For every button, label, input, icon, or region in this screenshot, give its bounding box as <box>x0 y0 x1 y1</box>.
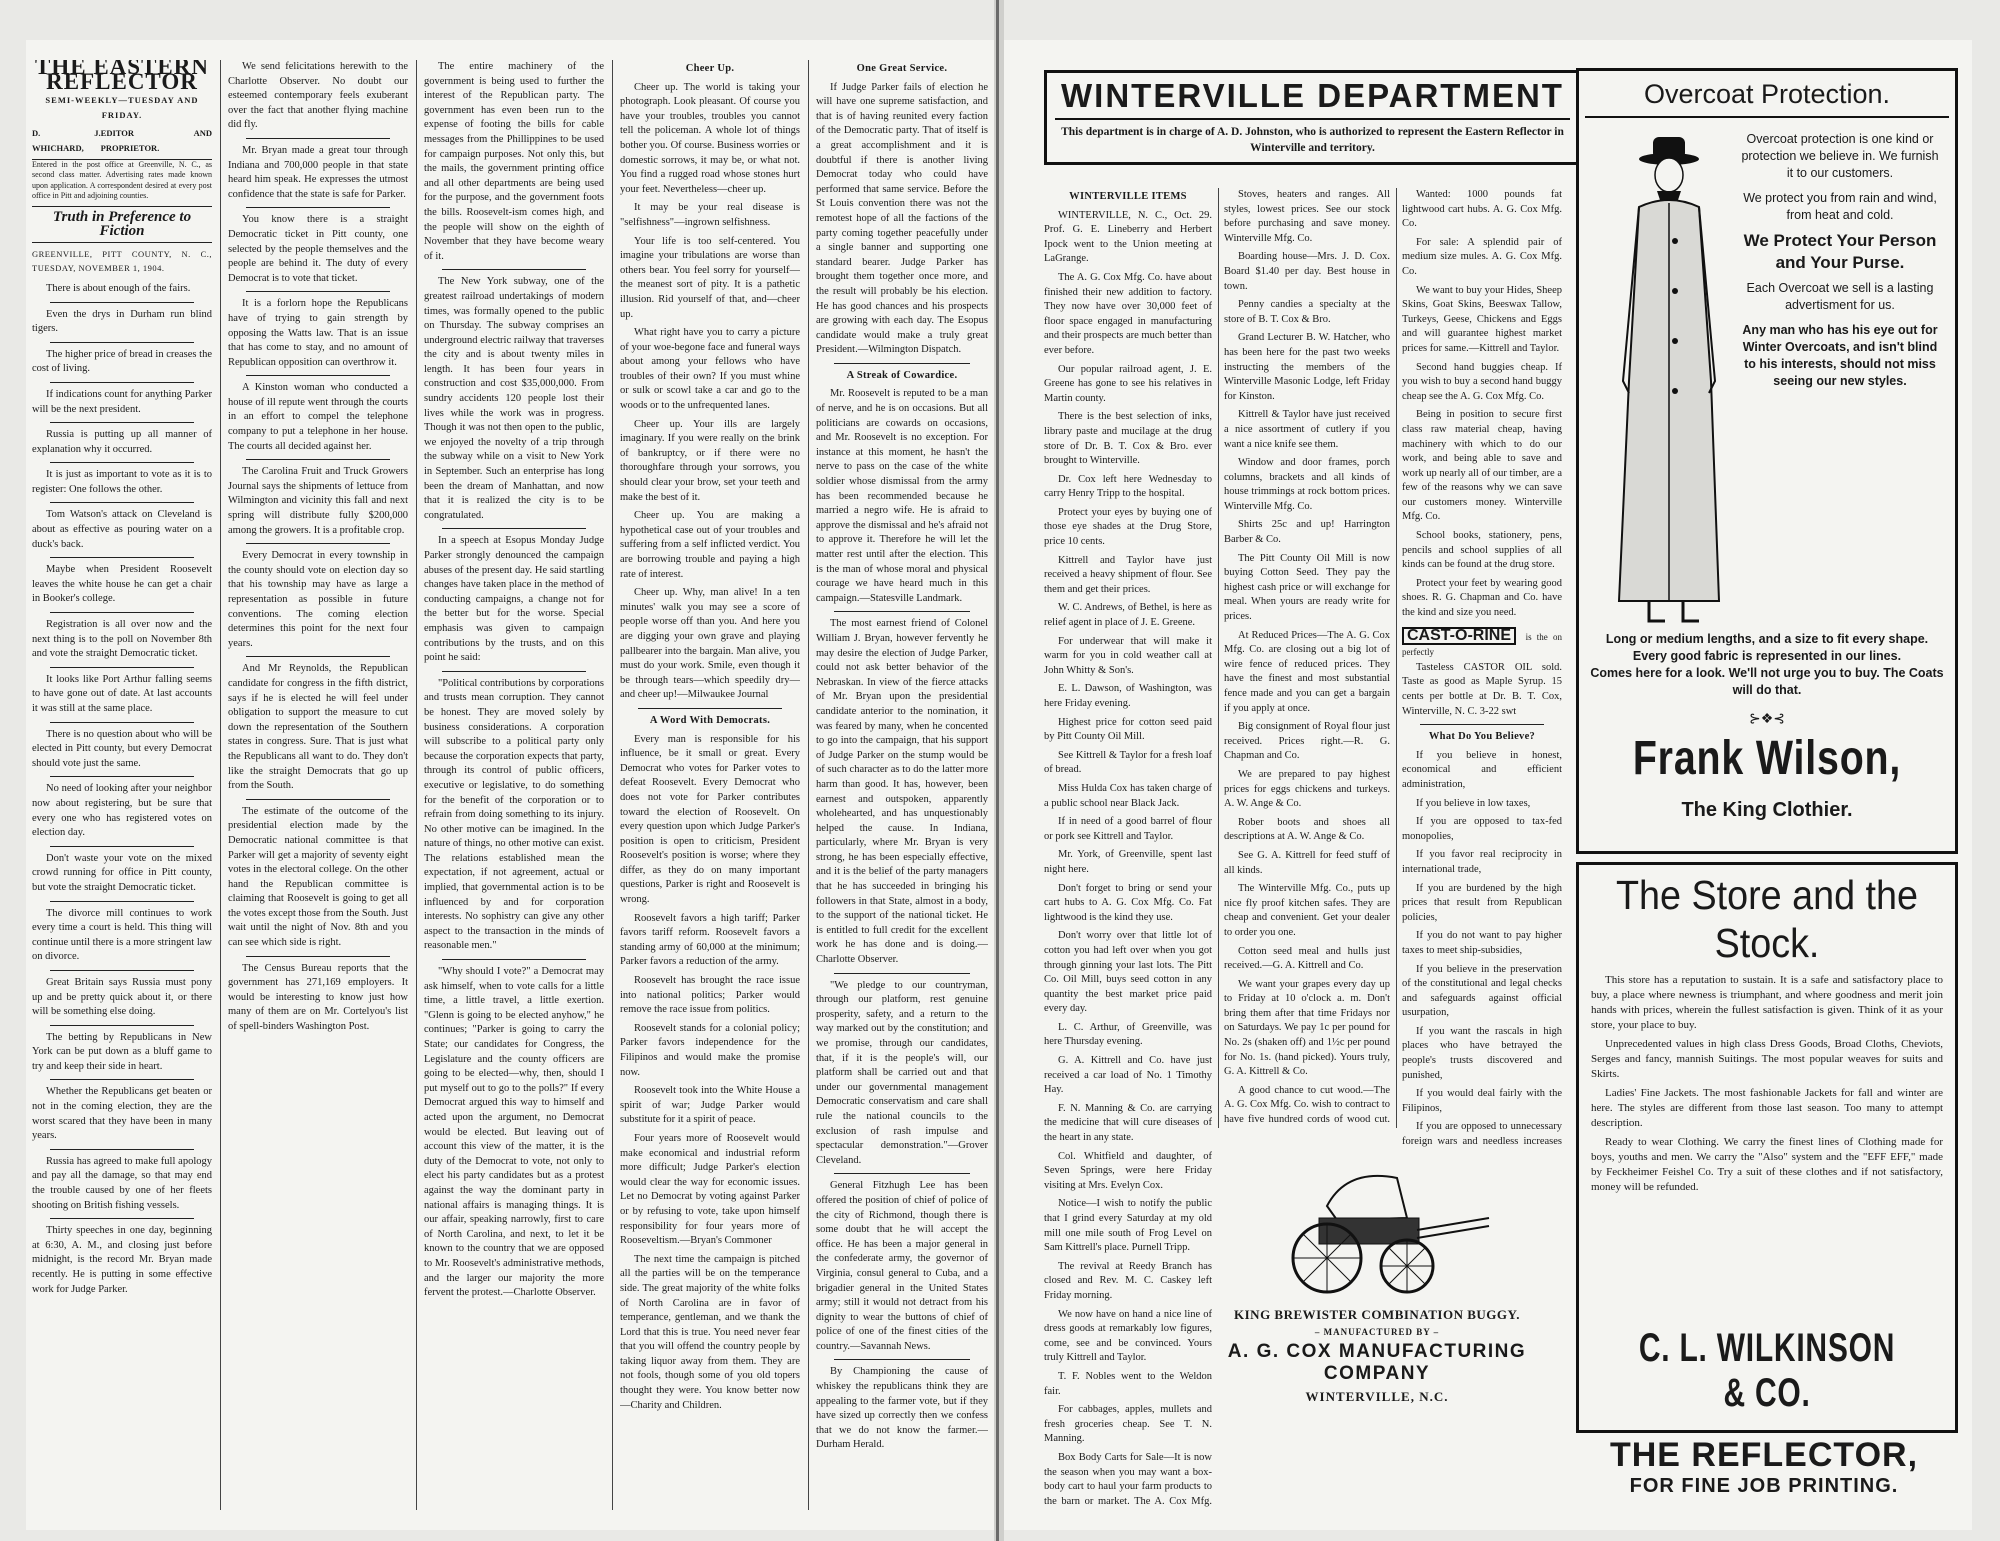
paragraph: Highest price for cotton seed paid by Pitt County Oil Mill. <box>1044 716 1212 743</box>
paragraph: The Pitt County Oil Mill is now buying Cotton Seed. They pay the highest cash price or will exchange for meal. When yours are ready write for prices. <box>1224 552 1390 623</box>
paragraph: A Kinston woman who conducted a house of ill repute went through the courts in an effort to compel the telephone company to put a telephone in her house. The courts all decided against her. <box>228 382 408 452</box>
item-divider <box>50 1079 194 1080</box>
masthead-editor-line <box>32 126 212 159</box>
paragraph: A good chance to cut wood.—The A. G. Cox Mfg. Co. wish to contract to have five hundred cords of wood cut. <box>1224 1084 1390 1126</box>
paragraph: It looks like Port Arthur falling seems to have gone out of date. At last accounts it was still at the same place. <box>32 673 212 714</box>
paragraph: If you are opposed to unnecessary foreign wars and needless increases <box>1402 1121 1562 1148</box>
paragraph: If you believe in honest, economical and efficient administration, <box>1402 749 1562 790</box>
paragraph: We now have on hand a nice line of dress goods at remarkably low figures, come, see and be convinced. Yours truly Kittrell and Taylor. <box>1044 1308 1212 1364</box>
paragraph: Col. Whitfield and daughter, of Seven Springs, were here Friday visiting at Mrs. Evelyn Cox. <box>1044 1150 1212 1191</box>
paragraph: The A. G. Cox Mfg. Co. have about finished their new addition to factory. They now have over 30,000 feet of floor space engaged in manufacturing and their prospects are much better than ever before. <box>1044 271 1212 356</box>
cheer-up-article <box>620 81 800 703</box>
paragraph: Maybe when President Roosevelt leaves the white house he can get a chair in Booker's college. <box>32 564 212 605</box>
paragraph: What right have you to carry a picture of your woe-begone face and funeral ways about among your fellows who have troubles of their own? If you must whine or sulk or scowl take a car and go to the woods or to the unfrequented lanes. <box>620 327 800 412</box>
paragraph: Unprecedented values in high class Dress Goods, Broad Cloths, Cheviots, Serges and fancy, mannish Suitings. The most popular weaves for suits and Skirts. <box>1591 1038 1943 1080</box>
paragraph: The betting by Republicans in New York can be put down as a bluff game to try and keep their side in heart. <box>32 1031 212 1072</box>
castorine-text: Tasteless CASTOR OIL sold. Taste as good as Maple Syrup. 15 cents per bottle at Dr. B. T. Cox, Winterville, N. C. 3-22 swt <box>1402 661 1562 717</box>
paragraph: Cheer up. Your ills are largely imaginary. If you were really on the brink of bankruptcy, or if there were no thoroughfare through your sorrows, you should clear your brow, set your teeth and make the best of it. <box>620 418 800 503</box>
paragraph: We are prepared to pay highest prices for eggs chickens and turkeys. A. W. Ange & Co. <box>1224 768 1390 810</box>
article-heading: A Streak of Cowardice. <box>846 369 958 381</box>
item-divider <box>246 799 390 800</box>
paragraph: The Carolina Fruit and Truck Growers Journal says the shipments of lettuce from Wilmington and vicinity this fall and next spring will distribute fully $200,000 among the growers. It is a profitable crop. <box>228 466 408 536</box>
paragraph: Shirts 25c and up! Harrington Barber & Co. <box>1224 519 1390 546</box>
paragraph: General Fitzhugh Lee has been offered the position of chief of police of the city of Richmond, though there is some doubt that he will accept the office. He has been a major general in the confederate army, the governor of Virginia, consul general to Cuba, and a brigadier general in the United States army; still it would not detract from his dignity to wear the buttons of chief of police of one of the finest cities of the country.—Savannah News. <box>816 1180 988 1352</box>
column-rule <box>1396 188 1397 1128</box>
paragraph: The entire machinery of the government is being used to further the interest of the Republican party. The government has even been run to the expense of footing the bills for cable messages from the Phillippines to be used for campaign purposes. Not only this, but the mails, the government printing office and all other departments are being used for the purpose, and the government foots the bills. Roosevelt-ism comes high, and the people will show on the eighth of November that they have become weary of it. <box>424 61 604 262</box>
paragraph: Notice—I wish to notify the public that I grind every Saturday at my old mill one mile south of Frog Level on Sam Kittrell's place. Purnell Tripp. <box>1044 1198 1212 1254</box>
item-divider <box>442 671 586 672</box>
paragraph: Being in position to secure first class raw material cheap, having machinery with which to do our work, and being able to save and work up nearly all of our timber, are a few of the reasons why we can save our customers money. Winterville Mfg. Co. <box>1402 409 1562 523</box>
store-body <box>1579 967 1955 1195</box>
left-col-5 <box>816 60 988 1510</box>
paragraph: At Reduced Prices—The A. G. Cox Mfg. Co. are closing out a big lot of wire fence of reduced prices. They have the finest and most substantial fence made and you can get a bargain if you apply at once. <box>1224 629 1390 714</box>
item-divider <box>50 462 194 463</box>
paragraph: W. C. Andrews, of Bethel, is here as relief agent in place of J. E. Greene. <box>1044 602 1212 629</box>
masthead <box>32 60 212 276</box>
paragraph: "Political contributions by corporations and trusts mean corruption. They cannot be honest. They are moved solely by business considerations. A corporation will subscribe to a political party only because the corporation expects that party, through its control of public officers, executive or legislative, to do something for the benefit of the corporation or to refrain from doing something to its injury. No other motive can be imagined. In the nature of things, no other motive can exist. The relations established mean the expectation, if not agreement, actual or implied, that governmental action is to be influenced by and for corporation interests. No sophistry can give any other aspect to the transaction in the minds of reasonable men." <box>424 677 604 952</box>
winterville-notices <box>1224 188 1390 1128</box>
paragraph: Mr. Bryan made a great tour through Indiana and 700,000 people in that state heard him speak. He expresses the utmost confidence that the state is safe for Parker. <box>228 144 408 200</box>
left-col-4 <box>620 60 800 1510</box>
one-great-service-article <box>816 81 988 358</box>
item-divider <box>50 1025 194 1026</box>
item-divider <box>50 502 194 503</box>
paragraph: Protect your eyes by buying one of those eye shades at the Drug Store, price 10 cents. <box>1044 506 1212 548</box>
item-divider <box>50 776 194 777</box>
paragraph: Roosevelt stands for a colonial policy; Parker favors independence for the Filipinos and would make the promise now. <box>620 1022 800 1078</box>
paragraph: Window and door frames, porch columns, brackets and all kinds of house trimmings at rock bottom prices. Winterville Mfg. Co. <box>1224 457 1390 512</box>
paragraph: By Championing the cause of whiskey the republicans think they are appealing to the farmer vote, but if they have sized up correctly then we confess that we do not know the farmer.—Durham Herald. <box>816 1366 988 1451</box>
paragraph: Cheer up. You are making a hypothetical case out of your troubles and suffering from a self inflicted verdict. You are borrowing trouble and paying a high rate of interest. <box>620 510 800 580</box>
paragraph: T. F. Nobles went to the Weldon fair. <box>1044 1370 1212 1397</box>
paragraph: Ready to wear Clothing. We carry the finest lines of Clothing made for boys, youths and men. We carry the "Also" system and the "EFF EFF," made by Feckheimer Feishel Co. Try a suit of these clothes and if not satisfactory, money will be refunded. <box>1591 1136 1943 1193</box>
frank-wilson-name: Frank Wilson, <box>1632 732 1902 785</box>
dept-description: This department is in charge of A. D. Johnston, who is authorized to represent the Eastern Reflector in Winterville and territory. <box>1061 126 1564 154</box>
left-page <box>26 40 994 1530</box>
paragraph: You know there is a straight Democratic ticket in Pitt county, one selected by the people themselves and the people are behind it. The duty of every Democrat is to vote that ticket. <box>228 214 408 284</box>
paragraph: Don't waste your vote on the mixed crowd running for office in Pitt county, but vote the straight Democratic ticket. <box>32 852 212 893</box>
paragraph: Russia is putting up all manner of explanation why it occurred. <box>32 429 212 455</box>
paragraph: Cheer up. Why, man alive! In a ten minutes' walk you may see a score of people worse off than you. And here you are digging your own grave and playing pallbearer into the bargain. Man alive, you must do your work. Smile, even though it be through tears—which speedily dry—and cheer up!—Milwaukee Journal <box>620 587 800 701</box>
paragraph: There is no question about who will be elected in Pitt county, but every Democrat should vote just the same. <box>32 728 212 769</box>
paragraph: "Why should I vote?" a Democrat may ask himself, when to vote calls for a little time, a little travel, a little exertion. "Glenn is going to be elected anyhow," he continues; "Parker is going to carry the State; our candidates for Congress, the Legislature and the county officers are going to be elected—why, then, should I put myself out to go to the polls?" If every Democrat argued this way to himself and acted upon the argument, no Democrat would be elected. But leaving out of account this view of the matter, it is the duty of the Democrat to vote, not only to elect his party candidates but as a protest against the way the dominant party in national affairs is managing things. It is our affair, speaking narrowly, first to care of North Carolina, and next, to let it be known to the country that we are opposed to Mr. Roosevelt's administrative methods, and the larger our majority the more fervent the protest.—Charlotte Observer. <box>424 966 604 1299</box>
buggy-advertisement <box>1182 1148 1572 1405</box>
reflector-line2: FOR FINE JOB PRINTING. <box>1629 1475 1899 1497</box>
paragraph: Mr. York, of Greenville, spent last night here. <box>1044 849 1212 875</box>
paragraph: We send felicitations herewith to the Charlotte Observer. No doubt our esteemed contemporary feels exuberant over the fact that another flying machine did fly. <box>228 61 408 131</box>
paragraph: It is a forlorn hope the Republicans have of trying to gain strength by opposing the Watts law. That is an issue that has come to stay, and no amount of Republican opposition can overthrow it. <box>228 298 408 368</box>
article-divider <box>638 708 782 709</box>
what-do-you-believe-article <box>1402 749 1562 1148</box>
paragraph: Miss Hulda Cox has taken charge of a public school near Black Jack. <box>1044 782 1212 809</box>
item-divider <box>50 970 194 971</box>
paragraph: Second hand buggies cheap. If you wish to buy a second hand buggy cheap see the A. G. Cox Mfg. Co. <box>1402 361 1562 402</box>
paragraph: Kittrell and Taylor have just received a heavy shipment of flour. See them and get their prices. <box>1044 554 1212 595</box>
paragraph: Whether the Republicans get beaten or not in the coming election, they are the worst scared that they have been in many years. <box>32 1086 212 1142</box>
buggy-manufactured-by: – MANUFACTURED BY – <box>1314 1327 1440 1337</box>
item-divider <box>442 528 586 529</box>
paragraph: E. L. Dawson, of Washington, was here Friday evening. <box>1044 683 1212 709</box>
paragraph: Even the drys in Durham run blind tigers. <box>32 308 212 335</box>
paragraph: It may be your real disease is "selfishness"—ingrown selfishness. <box>620 202 800 228</box>
left-col-2-items <box>228 60 408 1035</box>
item-divider <box>246 656 390 657</box>
feature-title: Truth in Preference to Fiction <box>32 206 212 243</box>
item-divider <box>246 543 390 544</box>
overcoat-investment: Each Overcoat we sell is a lasting advertisment for us. <box>1746 281 1934 312</box>
winterville-department-header <box>1044 70 1581 165</box>
paragraph: Cotton seed meal and hulls just received.—G. A. Kittrell and Co. <box>1224 945 1390 972</box>
reflector-line1: THE REFLECTOR, <box>1609 1436 1919 1474</box>
paragraph: If you would deal fairly with the Filipinos, <box>1402 1088 1562 1114</box>
overcoat-headline: We Protect Your Person and Your Purse. <box>1743 231 1937 272</box>
paragraph: The next time the campaign is pitched all the parties will be on the temperance side. The great majority of the white folks of North Carolina are in favor of temperance, gentleman, and we thank the Lord that this is true. You need never fear that you will offend the country people by taking liquor away from them. They are not fools, though some of you old topers thought they were. You know better now—Charity and Children. <box>620 1253 800 1411</box>
paragraph: If you believe in the preservation of the constitutional and legal checks and safeguards against official usurpation, <box>1402 963 1562 1019</box>
paragraph: The New York subway, one of the greatest railroad undertakings of modern times, was formally opened to the public on Thursday. The subway comprises an underground electric railway that traverses the city and is about twenty miles in length. It has been four years in construction and cost $35,000,000. From sundry accidents 120 people lost their lives while the work was in progress. Though it was not then open to the public, we enjoyed the novelty of a trip through the subway while on a visit to New York in September. Such an enterprise has long been the dream of Manhattan, and now that it is realized the city is to be congratulated. <box>424 276 604 521</box>
item-divider <box>50 722 194 723</box>
column-rule <box>416 60 417 1510</box>
article-divider <box>1420 724 1544 725</box>
paragraph: Dr. Cox left here Wednesday to carry Henry Tripp to the hospital. <box>1044 473 1212 500</box>
paragraph: There is the best selection of inks, library paste and mucilage at the drug store of Dr. B. T. Cox & Bro. ever brought to Winterville. <box>1044 411 1212 467</box>
paragraph: Stoves, heaters and ranges. All styles, lowest prices. See our stock before purchasing and save money. Winterville Mfg. Co. <box>1224 189 1390 244</box>
paragraph: The estimate of the outcome of the presidential election made by the Democratic national committee is that Parker will get a majority of seventy eight votes in the electoral college. On the other hand the Republican committee is claiming that Roosevelt is going to get all the votes except those from the South. Just wait until the night of Nov. 8th and you can see which side is right. <box>228 805 408 949</box>
column-rule <box>612 60 613 1510</box>
article-heading: A Word With Democrats. <box>649 714 771 726</box>
item-divider <box>442 959 586 960</box>
paragraph: WINTERVILLE, N. C., Oct. 29. Prof. G. E. Lineberry and Herbert Ipock went to the Union meeting at LaGrange. <box>1044 209 1212 265</box>
item-divider <box>50 667 194 668</box>
paragraph: Roosevelt favors a high tariff; Parker favors tariff reform. Roosevelt favors a standing army of 60,000 at the minimum; Parker favors a reduction of the army. <box>620 912 800 968</box>
article-heading: What Do You Believe? <box>1428 731 1536 743</box>
item-divider <box>50 1218 194 1219</box>
paragraph: We want your grapes every day up to Friday at 10 o'clock a. m. Don't bring them after that time Fridays nor on Saturdays. We pay 1c per pound for No. 2s (shaken off) and 1½c per pound for No. 1s. (hand picked). Yours truly, G. A. Kittrell & Co. <box>1224 978 1390 1078</box>
left-col-3 <box>424 60 604 1510</box>
overcoat-protect: We protect you from rain and wind, from heat and cold. <box>1743 191 1937 222</box>
castorine-name: CAST-O-RINE <box>1402 627 1516 646</box>
paragraph: "We pledge to our countryman, through our platform, rest genuine prosperity, safety, and a return to the way marked out by the constitution; and we promise, through our candidates, that, if it is the people's will, our platform shall be carried out and that under our governmental management Democratic conservatism and care shall rule the national councils to the exclusion of rash impulse and spectacular demonstration."—Grover Cleveland. <box>816 979 988 1166</box>
paragraph: The divorce mill continues to work every time a court is held. This thing will continue until there is a more stringent law on divorce. <box>32 907 212 963</box>
left-col-1-items <box>32 282 212 1297</box>
page-fold <box>996 0 999 1541</box>
left-col-3-items <box>424 60 604 1301</box>
store-advertisement <box>1576 862 1958 1433</box>
buggy-illustration <box>1257 1148 1497 1298</box>
overcoat-copy <box>1737 131 1943 390</box>
overcoat-lengths: Long or medium lengths, and a size to fit every shape. <box>1605 632 1929 646</box>
item-divider <box>834 1359 970 1360</box>
paragraph: And Mr Reynolds, the Republican candidate for congress in the fifth district, says if he is elected he will feel under obligation to support the measure to cut down the representation of the Southern states in congress. Sure. That is just what the Republicans all want to do. They don't like the straight Democrats that go up from the South. <box>228 663 408 792</box>
paragraph: See G. A. Kittrell for feed stuff of all kinds. <box>1224 849 1390 876</box>
paragraph: Tom Watson's attack on Cleveland is about as effective as pouring water on a duck's back. <box>32 509 212 550</box>
paragraph: Rober boots and shoes all descriptions at A. W. Ange & Co. <box>1224 816 1390 843</box>
paragraph: Ladies' Fine Jackets. The most fashionable Jackets for fall and winter are here. The styles are different from those last season. Too many to attempt description. <box>1591 1087 1943 1129</box>
item-divider <box>246 291 390 292</box>
paragraph: If in need of a good barrel of flour or pork see Kittrell and Taylor. <box>1044 816 1212 842</box>
overcoat-comes: Comes here for a look. We'll not urge you to buy. The Coats will do that. <box>1590 666 1944 697</box>
word-with-democrats-article <box>620 733 800 1414</box>
paragraph: See Kittrell & Taylor for a fresh loaf of bread. <box>1044 749 1212 776</box>
column-rule <box>1218 188 1219 1128</box>
left-col-1 <box>32 60 212 1510</box>
paragraph: For cabbages, apples, mullets and fresh groceries cheap. See T. N. Manning. <box>1044 1404 1212 1445</box>
castorine-tag: is the on perfectly <box>1402 631 1562 658</box>
paragraph: For sale: A splendid pair of medium size mules. A. G. Cox Mfg. Co. <box>1402 236 1562 277</box>
paragraph: If you are opposed to tax-fed monopolies, <box>1402 816 1562 842</box>
right-col-3 <box>1402 188 1562 1148</box>
paragraph: If indications count for anything Parker will be the next president. <box>32 388 212 415</box>
paragraph: Roosevelt has brought the race issue into national politics; Parker would remove the race issue from politics. <box>620 975 800 1016</box>
masthead-note: Entered in the post office at Greenville, N. C., as second class matter. Advertising rates made known upon application. A correspondent desired at every post office in Pitt and adjoining counties. <box>32 159 212 201</box>
column-rule <box>808 60 809 1510</box>
item-divider <box>50 382 194 383</box>
item-divider <box>246 956 390 957</box>
paragraph: If you favor real reciprocity in international trade, <box>1402 849 1562 875</box>
paragraph: There is about enough of the fairs. <box>46 282 191 294</box>
item-divider <box>50 846 194 847</box>
paragraph: G. A. Kittrell and Co. have just received a car load of No. 1 Timothy Hay. <box>1044 1055 1212 1096</box>
paragraph: Mr. Roosevelt is reputed to be a man of nerve, and he is on occasions. But all politicians are cowards on occasions, and Mr. Roosevelt is no exception. For instance at this moment, he hasn't the nerve to pass on the case of the white soldier whose dismissal from the army has been recommended because he married a negro wife. He is afraid to approve the dismissal and he's afraid not to approve it. Therefore he will let the matter rest until after the election. This is the man of whose moral and physical courage we have heard much in this campaign.—Statesville Landmark. <box>816 388 988 604</box>
paragraph: Russia has agreed to make full apology and pay all the damage, so that may end the trouble caused by one of her fleets shooting on British fishing vessels. <box>32 1155 212 1211</box>
paragraph: If you do not want to pay higher taxes to meet ship-subsidies, <box>1402 930 1562 956</box>
paragraph: Your life is too self-centered. You imagine your tribulations are worse than others bear. You feel sorry for yourself—the meanest sort of pity. It is a pathetic illusion. Rid yourself of that, and—cheer up. <box>620 235 800 320</box>
store-title: The Store and the Stock. <box>1616 872 1918 966</box>
article-divider <box>834 363 970 364</box>
overcoat-advertisement <box>1576 68 1958 854</box>
buggy-caption: KING BREWISTER COMBINATION BUGGY. <box>1234 1307 1520 1322</box>
paragraph: Grand Lecturer B. W. Hatcher, who has been here for the past two weeks instructing the members of the Winterville Masonic Lodge, left Friday for Kinston. <box>1224 332 1390 402</box>
masthead-editor: D. J. WHICHARD, <box>32 128 101 153</box>
paragraph: Great Britain says Russia must pony up and be pretty quick about it, or there will be something else doing. <box>32 976 212 1018</box>
paragraph: Every Democrat in every township in the county should vote on election day so that his township may have as large a representation as possible in future conventions. The coming election determines this point for the next four years. <box>228 550 408 649</box>
paragraph: In a speech at Esopus Monday Judge Parker strongly denounced the campaign abuses of the present day. He said startling changes have taken place in the method of conducting campaigns, a change not for the better but for the worse. Special emphasis was given to campaign contributions by the trusts, and on this point he said: <box>424 535 604 664</box>
paragraph: For underwear that will make it warm for you in cold weather call at John Whitty & Son's. <box>1044 635 1212 676</box>
masthead-editor-role: EDITOR AND PROPRIETOR. <box>100 128 212 153</box>
column-rule <box>220 60 221 1510</box>
paragraph: Penny candies a specialty at the store of B. T. Cox & Bro. <box>1224 299 1390 325</box>
item-divider <box>246 375 390 376</box>
paragraph: F. N. Manning & Co. are carrying the medicine that will cure diseases of the heart in any state. <box>1044 1102 1212 1144</box>
ornament-divider: ⊱❖⊰ <box>1748 712 1785 727</box>
paragraph: Don't worry over that little lot of cotton you had left over when you got through ginning your last lots. The Pitt Co. Oil Mill, buys seed cotton in any quantity the best market price paid every day. <box>1044 930 1212 1015</box>
man-in-overcoat-illustration <box>1599 131 1729 631</box>
reflector-job-printing-ad <box>1572 1436 1956 1498</box>
wilkinson-name: C. L. WILKINSON & CO. <box>1638 1326 1896 1415</box>
item-divider <box>442 269 586 270</box>
paragraph: If you want the rascals in high places who have betrayed the people's trusts discovered and punished, <box>1402 1025 1562 1081</box>
paragraph: No need of looking after your neighbor now about registering, but be sure that every one who has registered votes on election day. <box>32 783 212 839</box>
paragraph: Thirty speeches in one day, beginning at 6:30, A. M., and closing just before midnight, is the record Mr. Bryan made recently. He is putting in some effective work for Judge Parker. <box>32 1225 212 1295</box>
paragraph: L. C. Arthur, of Greenville, was here Thursday evening. <box>1044 1021 1212 1048</box>
king-clothier-subtitle: The King Clothier. <box>1681 799 1853 821</box>
item-divider <box>246 459 390 460</box>
paragraph: Don't forget to bring or send your cart hubs to A. G. Cox Mfg. Co. Fat lightwood is the kind they use. <box>1044 882 1212 923</box>
buggy-place: WINTERVILLE, N.C. <box>1305 1389 1449 1404</box>
castorine-ad <box>1402 627 1562 720</box>
item-divider <box>246 138 390 139</box>
item-divider <box>50 901 194 902</box>
streak-of-cowardice-article <box>816 387 988 1453</box>
item-divider <box>834 973 970 974</box>
right-page <box>1004 40 1972 1530</box>
overcoat-fabric: Every good fabric is represented in our lines. <box>1632 649 1902 663</box>
paragraph: Kittrell & Taylor have just received a nice assortment of cutlery if you want a nice knife see them. <box>1224 409 1390 450</box>
overcoat-intro: Overcoat protection is one kind or protection we believe in. We furnish it to our customers. <box>1741 132 1939 180</box>
paragraph: Four years more of Roosevelt would make economical and industrial reform more difficult; Judge Parker's election would clear the way for economic issues. Let no Democrat by voting against Parker or by refusing to vote, take upon himself responsibility for four years more of Rooseveltism.—Bryan's Commoner <box>620 1132 800 1247</box>
paragraph: It is just as important to vote as it is to register: One follows the other. <box>32 469 212 495</box>
paragraph: If you are burdened by the high prices that result from Republican policies, <box>1402 882 1562 923</box>
overcoat-title: Overcoat Protection. <box>1585 71 1949 118</box>
paragraph: Big consignment of Royal flour just received. Prices right.—R. G. Chapman and Co. <box>1224 721 1390 762</box>
item-divider <box>50 557 194 558</box>
buggy-company: A. G. COX MANUFACTURING COMPANY <box>1227 1341 1527 1384</box>
article-heading: One Great Service. <box>856 63 948 74</box>
article-heading: Cheer Up. <box>685 63 735 74</box>
item-divider <box>50 422 194 423</box>
item-divider <box>50 302 194 303</box>
paragraph: This store has a reputation to sustain. It is a safe and satisfactory place to buy, a place where newness is triumphant, and where goodness and merit join hands with prices, wherein the fullest satisfaction is given. Think of it as your store, your place to buy. <box>1591 974 1943 1031</box>
paragraph: The revival at Reedy Branch has closed and Rev. M. C. Caskey left Friday morning. <box>1044 1260 1212 1301</box>
paragraph: Protect your feet by wearing good shoes. R. G. Chapman and Co. have the kind and size you need. <box>1402 577 1562 619</box>
paragraph: School books, stationery, pens, pencils and school supplies of all kinds can be found at the drug store. <box>1402 530 1562 571</box>
paragraph: Box Body Carts for Sale—It is now the season when you may want a box-body cart to haul your farm products to the barn or market. The A. Cox Mfg. <box>1044 1451 1212 1507</box>
item-divider <box>834 611 970 612</box>
item-divider <box>50 1149 194 1150</box>
paragraph: The Census Bureau reports that the government has 271,169 employers. It would be interesting to know just how many of them are on Mr. Cortelyou's list of spell-binders Washington Post. <box>228 962 408 1033</box>
paragraph: The Winterville Mfg. Co., puts up nice fly proof kitchen safes. They are cheap and convenient. Get your dealer to order you one. <box>1224 883 1390 938</box>
item-divider <box>246 207 390 208</box>
masthead-frequency: SEMI-WEEKLY—TUESDAY AND FRIDAY. <box>45 95 199 120</box>
paragraph: Wanted: 1000 pounds fat lightwood cart hubs. A. G. Cox Mfg. Co. <box>1402 189 1562 230</box>
item-divider <box>50 342 194 343</box>
right-col-2 <box>1224 188 1390 1128</box>
paragraph: Every man is responsible for his influence, be it small or great. Every Democrat who votes for Parker votes to defeat Roosevelt. Every Democrat who does not vote for Parker contributes toward the election of Roosevelt. On every question upon which Judge Parker's position is open to criticism, President Roosevelt's position is worse; where they differ, as they do on many important questions, Parker is right and Roosevelt is wrong. <box>620 733 800 906</box>
paragraph: If you believe in low taxes, <box>1416 797 1531 809</box>
paragraph: Our popular railroad agent, J. E. Greene has gone to see his relatives in Martin county. <box>1044 363 1212 404</box>
left-col-2 <box>228 60 408 1510</box>
item-divider <box>50 612 194 613</box>
paragraph: Boarding house—Mrs. J. D. Cox. Board $1.40 per day. Best house in town. <box>1224 251 1390 292</box>
item-divider <box>834 1173 970 1174</box>
overcoat-footer-copy <box>1589 631 1945 699</box>
paragraph: Roosevelt took into the White House a spirit of war; Judge Parker would substitute for it a spirit of peace. <box>620 1085 800 1126</box>
article-heading: WINTERVILLE ITEMS <box>1069 191 1187 202</box>
dateline: GREENVILLE, PITT COUNTY, N. C., TUESDAY, NOVEMBER 1, 1904. <box>32 248 212 274</box>
overcoat-eye: Any man who has his eye out for Winter Overcoats, and isn't blind to his interests, should not miss seeing our new styles. <box>1742 323 1938 388</box>
paragraph: Registration is all over now and the next thing is to the poll on November 8th and vote the straight Democratic ticket. <box>32 619 212 660</box>
paragraph: We want to buy your Hides, Sheep Skins, Goat Skins, Beeswax Tallow, Turkeys, Geese, Chickens and Eggs and will guarantee highest market prices for same.—Kittrell and Taylor. <box>1402 284 1562 354</box>
paragraph: The higher price of bread in creases the cost of living. <box>32 348 212 375</box>
dept-title: WINTERVILLE DEPARTMENT <box>1055 77 1570 120</box>
paragraph: The most earnest friend of Colonel William J. Bryan, however fervently he may desire the election of Judge Parker, could not ask better behavior of the Nebraskan. In view of the fierce attacks of Mr. Bryan upon the presidential candidate anterior to the nomination, it was feared by many, when he concented to go into the campaign, that his support of Judge Parker on the stump would be of such character as to do the latter more harm than good. It has, however, been earnest and outspoken, apparently wholehearted, and has unquestionably helped the cause. In Indiana, particularly, where Mr. Bryan is very strong, he has been especially effective, and it is the belief of the party managers that he has succeeded in bringing his followers in that State, almost in a body, to the support of the national ticket. He is entitled to full credit for the excellent work he has done and is doing.—Charlotte Observer. <box>816 618 988 966</box>
paragraph: Cheer up. The world is taking your photograph. Look pleasant. Of course you have your troubles, troubles you cannot tell the policeman. A whole lot of things bother you. Of course. Business worries or domestic sorrows, it may be, or what not. You find a rugged road whose stones hurt your feet. Nevertheless—cheer up. <box>620 81 800 195</box>
paragraph: If Judge Parker fails of election he will have one supreme satisfaction, and that is of having reunited every faction of the Democratic party. That of itself is a great accomplishment and it is doubtful if there is another living Democrat today who could have performed that same service. Before the St Louis convention there was not the remotest hope of all the factions of the party coming together peacefully under a single banner and supporting one standard bearer. Judge Parker has brought them together once more, and the result will probably be his election. He has good chances and his prospects are growing with each day. The Esopus candidate would make a truly great President.—Wilmington Dispatch. <box>816 81 988 356</box>
winterville-ads <box>1402 188 1562 621</box>
masthead-title: THE EASTERN REFLECTOR <box>35 60 209 94</box>
